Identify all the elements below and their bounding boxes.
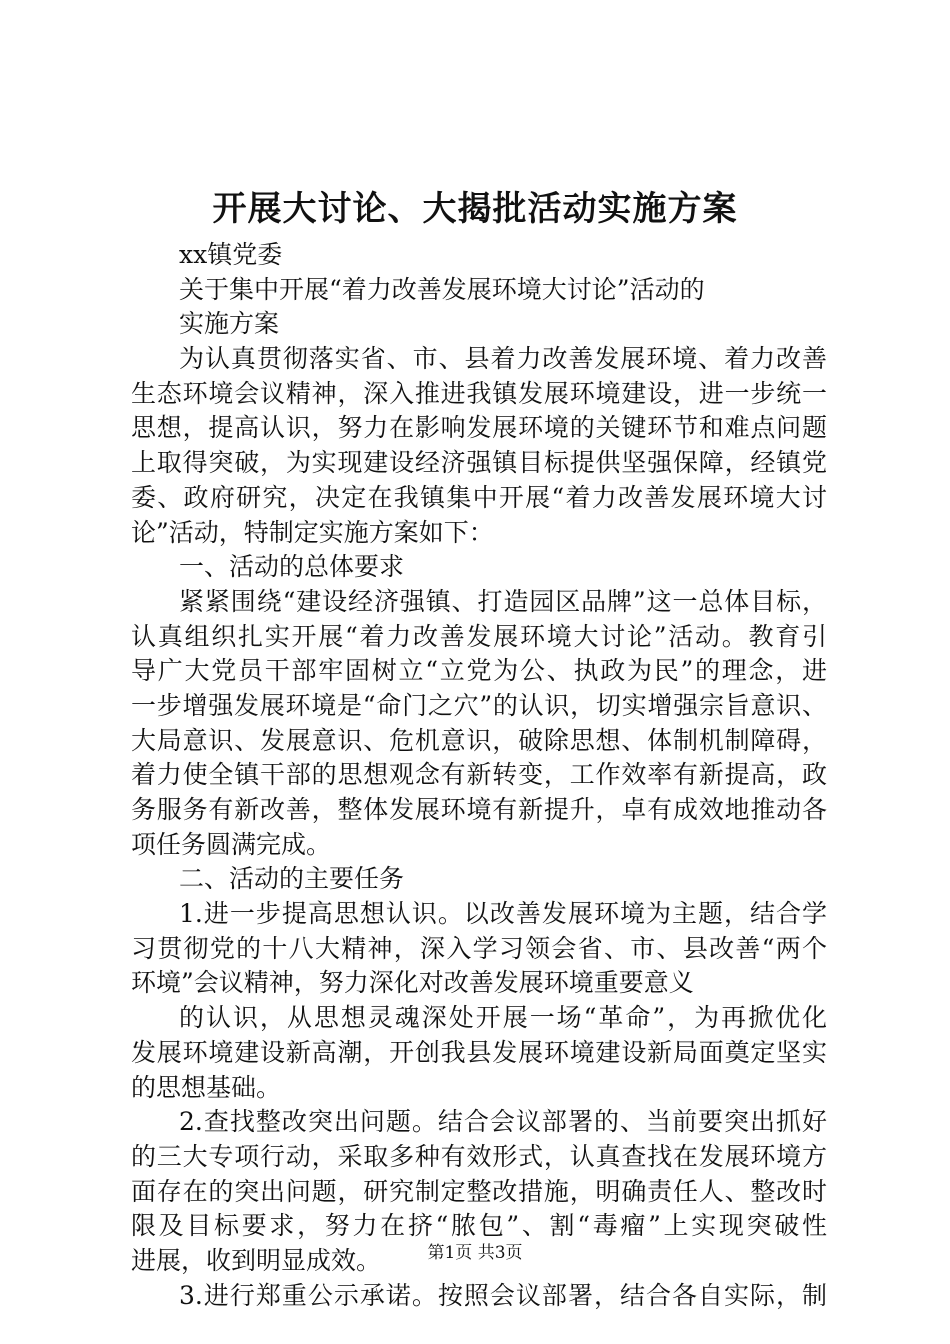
text-line: 生态环境会议精神，深入推进我镇发展环境建设，进一步统一 [131,378,827,408]
document-body [131,238,827,1313]
text-line: 关于集中开展“着力改善发展环境大讨论”活动的 [179,274,705,304]
text-line: 进展，收到明显成效。 [131,1245,382,1275]
text-line: 的三大专项行动，采取多种有效形式，认真查找在发展环境方 [131,1141,827,1171]
document-title: 开展大讨论、大揭批活动实施方案 [212,189,738,229]
text-line: 项任务圆满完成。 [131,829,332,859]
text-line: xx镇党委 [179,240,283,269]
text-line: 委、政府研究，决定在我镇集中开展“着力改善发展环境大讨 [131,482,827,512]
text-line: 1.进一步提高思想认识。以改善发展环境为主题，结合学 [179,899,827,929]
page-footer: 第1页 共3页 [427,1243,523,1263]
text-line: 大局意识、发展意识、危机意识，破除思想、体制机制障碍， [131,725,827,755]
text-line: 上取得突破，为实现建设经济强镇目标提供坚强保障，经镇党 [131,448,827,478]
text-line: 限及目标要求，努力在挤“脓包”、割“毒瘤”上实现突破性 [131,1211,827,1241]
text-line: 论”活动，特制定实施方案如下： [131,517,494,547]
text-line: 为认真贯彻落实省、市、县着力改善发展环境、着力改善 [179,344,827,374]
text-line: 习贯彻党的十八大精神，深入学习领会省、市、县改善“两个 [131,933,827,963]
text-line: 一、活动的总体要求 [179,552,405,582]
text-line: 面存在的突出问题，研究制定整改措施，明确责任人、整改时 [131,1176,827,1206]
text-line: 二、活动的主要任务 [179,864,405,894]
text-line: 环境”会议精神，努力深化对改善发展环境重要意义 [131,968,694,998]
text-line: 紧紧围绕“建设经济强镇、打造园区品牌”这一总体目标， [179,586,827,616]
text-line: 认真组织扎实开展“着力改善发展环境大讨论”活动。教育引 [131,621,827,651]
text-line: 实施方案 [179,309,280,339]
text-line: 务服务有新改善，整体发展环境有新提升，卓有成效地推动各 [131,795,827,824]
text-line: 3.进行郑重公示承诺。按照会议部署，结合各自实际，制 [179,1280,827,1310]
text-line: 2.查找整改突出问题。结合会议部署的、当前要突出抓好 [179,1107,827,1137]
text-line: 发展环境建设新高潮，开创我县发展环境建设新局面奠定坚实 [131,1037,827,1067]
text-line: 着力使全镇干部的思想观念有新转变，工作效率有新提高，政 [131,760,827,790]
text-line: 思想，提高认识，努力在影响发展环境的关键环节和难点问题 [131,413,827,443]
text-line: 导广大党员干部牢固树立“立党为公、执政为民”的理念，进 [131,656,827,686]
text-line: 的认识，从思想灵魂深处开展一场“革命”，为再掀优化 [179,1003,827,1033]
text-line: 的思想基础。 [131,1072,282,1102]
text-line: 一步增强发展环境是“命门之穴”的认识，切实增强宗旨意识、 [131,690,827,720]
